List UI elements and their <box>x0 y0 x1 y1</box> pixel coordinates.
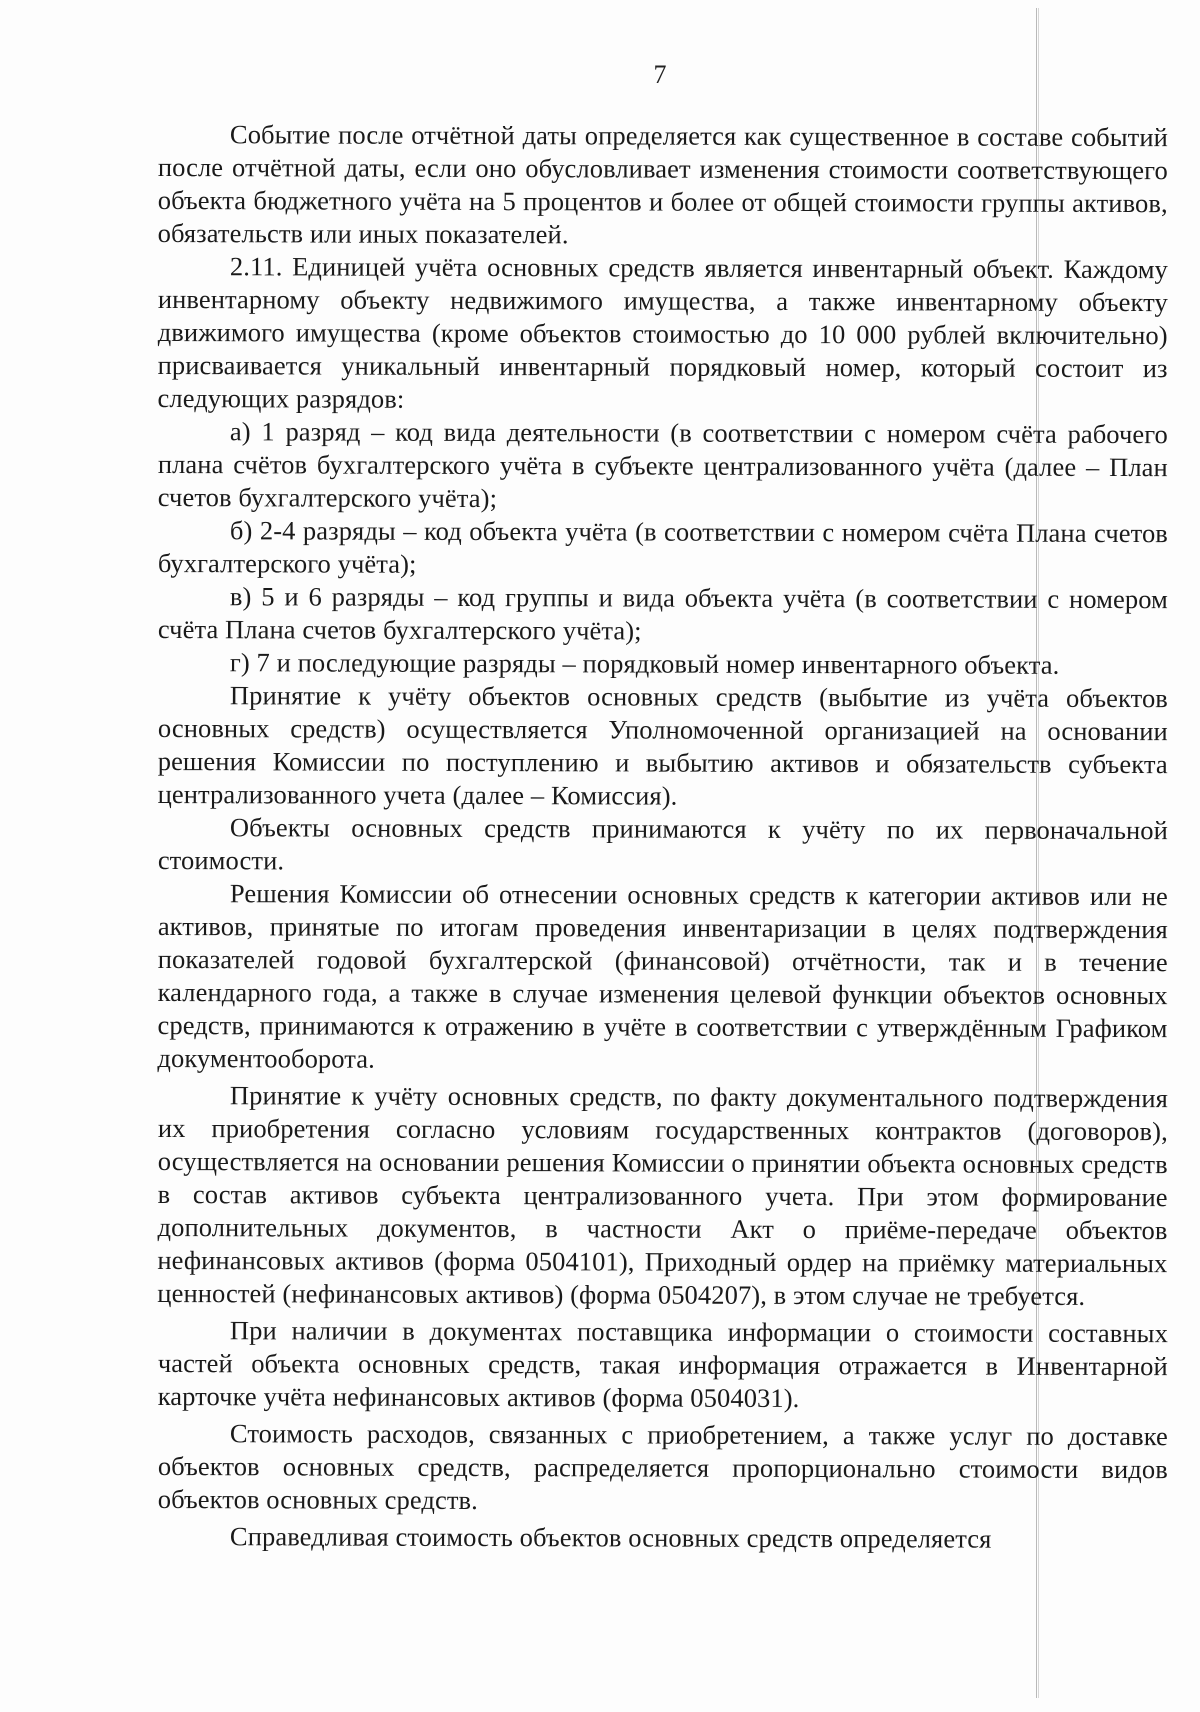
page-number: 7 <box>653 60 667 89</box>
paragraph-acceptance-contracts: Принятие к учёту основных средств, по факту документального подтверждения их приобретения согласно условиям государственных контрактов (договоров), осуществляется на основании решения Комиссии о принятии объекта основных средств в состав активов субъекта централизованного учета. При этом формирование дополнительных документов, в частности Акт о приёме-передаче объектов нефинансовых активов (форма 0504101), Приходный ордер на приёмку материальных ценностей (нефинансовых активов) (форма 0504207), в этом случае не требуется. <box>157 1080 1168 1311</box>
paragraph-digit-b: б) 2-4 разряды – код объекта учёта (в соответствии с номером счёта Плана счетов бухгалтерского учёта); <box>157 515 1168 579</box>
paragraph-delivery-costs: Стоимость расходов, связанных с приобретением, а также услуг по доставке объектов основных средств, распределяется пропорционально стоимости видов объектов основных средств. <box>157 1418 1168 1516</box>
paragraph-initial-cost: Объекты основных средств принимаются к учёту по их первоначальной стоимости. <box>157 812 1168 876</box>
document-body <box>158 118 1168 1553</box>
paragraph-digit-v: в) 5 и 6 разряды – код группы и вида объекта учёта (в соответствии с номером счёта Плана счетов бухгалтерского учёта); <box>157 581 1168 646</box>
paragraph-2-11-inventory-unit: 2.11. Единицей учёта основных средств является инвентарный объект. Каждому инвентарному объекту недвижимого имущества, а также инвентарному объекту движимого имущества (кроме объектов стоимостью до 10 000 рублей включительно) присваивается уникальный инвентарный порядковый номер, который состоит из следующих разрядов: <box>157 251 1168 414</box>
paragraph-digit-a: а) 1 разряд – код вида деятельности (в соответствии с номером счёта рабочего плана счётов бухгалтерского учёта в субъекте централизованного учёта (далее – План счетов бухгалтерского учёта); <box>157 416 1168 514</box>
paragraph-supplier-info: При наличии в документах поставщика информации о стоимости составных частей объекта основных средств, такая информация отражается в Инвентарной карточке учёта нефинансовых активов (форма 0504031). <box>157 1315 1168 1414</box>
paragraph-digit-g: г) 7 и последующие разряды – порядковый номер инвентарного объекта. <box>229 647 1060 680</box>
paragraph-commission-decisions: Решения Комиссии об отнесении основных средств к категории активов или не активов, принятые по итогам проведения инвентаризации в целях подтверждения показателей годовой бухгалтерской (финансовой) отчётности, так и в течение календарного года, а также в случае изменения целевой функции объектов основных средств, принимаются к отражению в учёте в соответствии с утверждённым Графиком документооборота. <box>157 878 1168 1074</box>
paragraph-fair-value: Справедливая стоимость объектов основных средств определяется <box>229 1521 992 1554</box>
paragraph-event-after-reporting-date: Событие после отчётной даты определяется как существенное в составе событий после отчётной даты, если оно обусловливает изменения стоимости соответствующего объекта бюджетного учёта на 5 процентов и более от общей стоимости группы активов, обязательств или иных показателей. <box>157 119 1168 250</box>
paragraph-acceptance-commission: Принятие к учёту объектов основных средств (выбытие из учёта объектов основных средств) осуществляется Уполномоченной организацией на основании решения Комиссии по поступлению и выбытию активов и обязательств субъекта централизованного учета (далее – Комиссия). <box>157 680 1168 811</box>
